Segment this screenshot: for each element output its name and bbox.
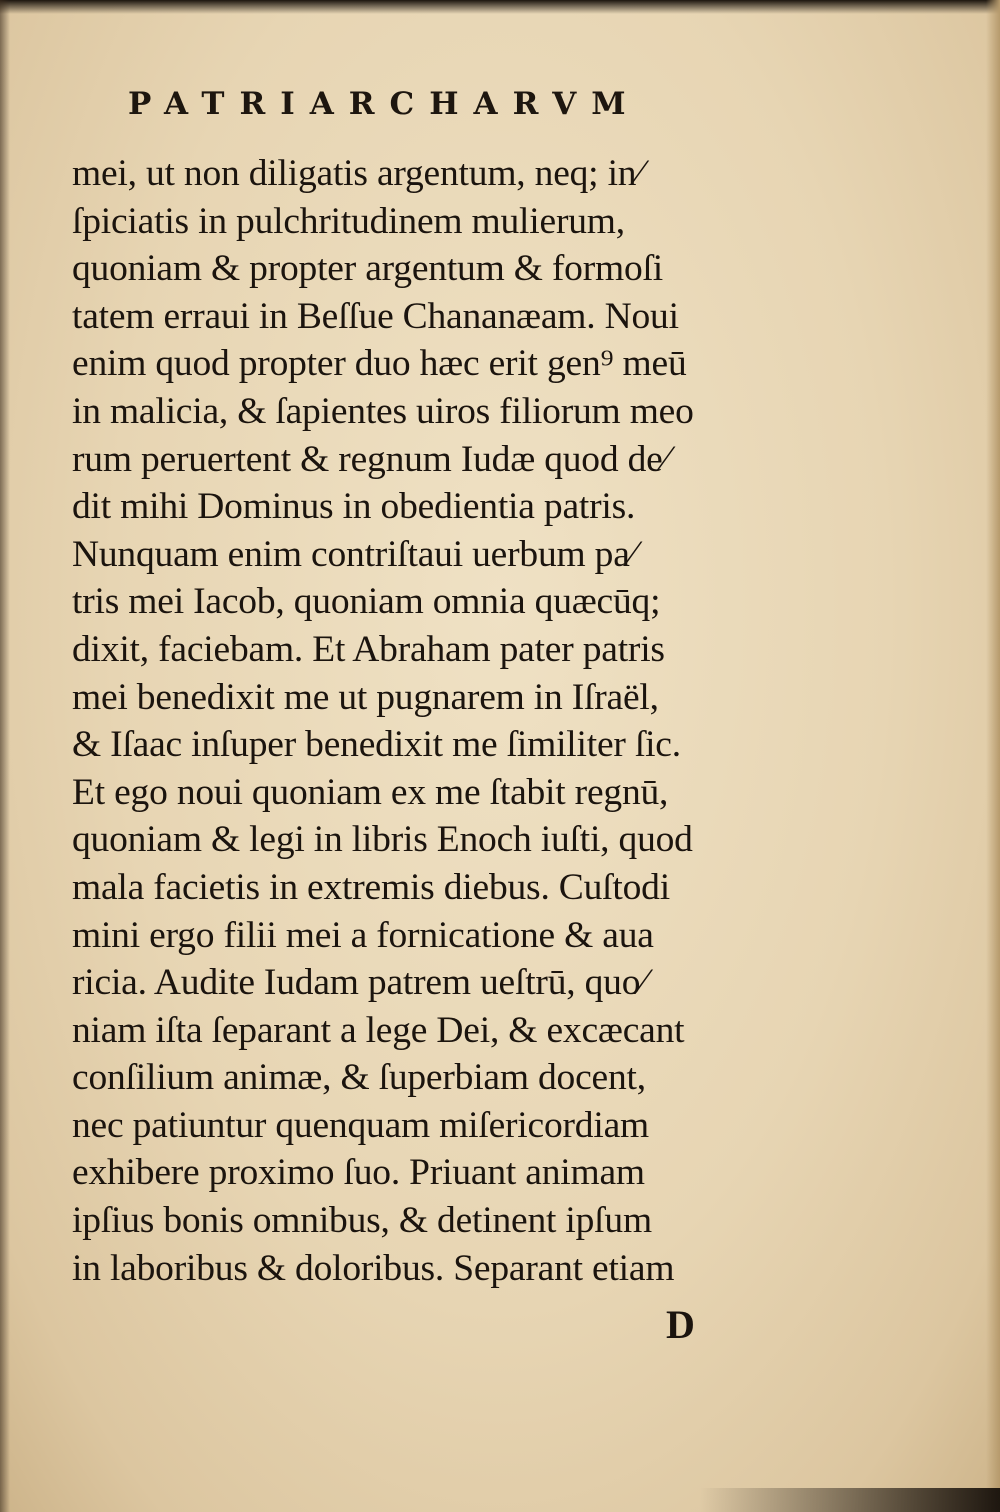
text-line: in laboribus & doloribus. Separant etiam [72,1247,675,1289]
text-line: Nunquam enim contriſtaui uerbum pa⁄ [72,533,636,575]
text-line: quoniam & propter argentum & formoſi [72,248,663,290]
text-line: exhibere proximo ſuo. Priuant animam [72,1152,645,1194]
text-line: ricia. Audite Iudam patrem ueſtrū, quo⁄ [72,962,647,1004]
body-text [72,150,817,1292]
text-line: conſilium animæ, & ſuperbiam docent, [72,1057,646,1099]
text-line: ipſius bonis omnibus, & detinent ipſum [72,1200,652,1242]
text-line: niam iſta ſeparant a lege Dei, & excæcant [72,1009,685,1051]
text-line: mei benedixit me ut pugnarem in Iſraël, [72,676,659,718]
text-line: dit mihi Dominus in obedientia patris. [72,486,636,528]
text-line: mini ergo filii mei a fornicatione & aua [72,914,654,956]
text-line: mala facietis in extremis diebus. Cuſtodi [72,866,670,908]
running-head: PATRIARCHARVM [128,86,641,122]
signature-mark: D [666,1302,695,1347]
text-line: tris mei Iacob, quoniam omnia quæcūq; [72,581,661,623]
text-line: tatem erraui in Beſſue Chananæam. Noui [72,295,679,337]
page-top-shadow [0,0,1000,14]
text-line: in malicia, & ſapientes uiros filiorum meo [72,390,694,432]
page-left-shadow [0,0,10,1512]
text-line: Et ego noui quoniam ex me ſtabit regnū, [72,771,669,813]
page-right-edge [986,0,1000,1512]
text-line: dixit, faciebam. Et Abraham pater patris [72,628,665,670]
text-line: quoniam & legi in libris Enoch iuſti, quod [72,819,693,861]
text-line: ſpiciatis in pulchritudinem mulierum, [72,200,625,242]
text-line: mei, ut non diligatis argentum, neq; in⁄ [72,153,643,194]
text-line: & Iſaac inſuper benedixit me ſimiliter ſic. [72,724,681,766]
text-line: nec patiuntur quenquam miſericordiam [72,1104,649,1146]
text-line: rum peruertent & regnum Iudæ quod de⁄ [72,438,669,480]
page-bottom-shadow [700,1488,1000,1512]
text-line: enim quod propter duo hæc erit gen⁹ meū [72,343,687,385]
